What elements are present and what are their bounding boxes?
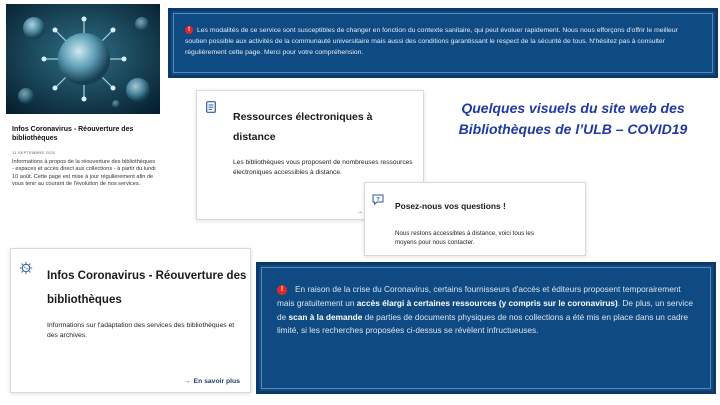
resources-title[interactable]: Ressources électroniques à distance (233, 111, 373, 143)
accès-élargi-highlight: accès élargi à certaines ressources (y compris sur le coronavirus) (356, 297, 618, 308)
questions-title[interactable]: Posez-nous vos questions ! (395, 201, 506, 211)
news-description: Informations à propos de la réouverture des bibliothèques - espaces et accès direct aux collections - à partir du lundi 10 août. Cette page est mise à jour régulièrement afin de vous tenir au courant de l'évolution de nos services. (12, 159, 156, 188)
alert-bottom-text: ! En raison de la crise du Coronavirus, certains fournisseurs d'accès et éditeurs proposent temporairement mais gratuitement un accès élargi à certaines ressources (y compris sur le coronavirus). De plus, un service de scan à la demande de parties de documents physiques de nos collections a été mis en place dans un cadre limité, si les recherches proposées ci-dessus se révèlent infructueuses. (277, 284, 693, 336)
caption: Quelques visuels du site web des Bibliothèques de l’ULB – COVID19 (458, 100, 688, 137)
info-card[interactable] (10, 248, 251, 393)
news-date: 11 SEPTEMBRE 2020 (12, 150, 56, 155)
alert-top (168, 8, 718, 78)
resources-description: Les bibliothèques vous proposent de nombreuses ressources électroniques accessibles à distance. (233, 159, 413, 176)
svg-text:?: ? (376, 196, 380, 203)
document-icon (206, 100, 216, 112)
en-savoir-plus-link[interactable]: → En savoir plus (183, 378, 240, 385)
news-card[interactable] (6, 4, 160, 234)
virus-icon (58, 33, 110, 85)
alert-top-text: ! Les modalités de ce service sont susceptibles de changer en fonction du contexte sanitaire, qui peut évoluer rapidement. Nous nous efforçons d'offrir le meilleur soutien possible aux activités de la communauté universitaire mais aussi des conditions garantissant le respect de la sécurité de tous. N'hésitez pas à consulter régulièrement cette page. Merci pour votre compréhension. (185, 27, 678, 56)
exclamation-circle-icon: ! (277, 285, 287, 295)
scan-demande-highlight: scan à la demande (288, 311, 363, 322)
info-description: Informations sur l'adaptation des services des bibliothèques et des archives. (47, 322, 235, 339)
virus-image (6, 4, 160, 114)
questions-card[interactable] (364, 182, 586, 256)
questions-description: Nous restons accessibles à distance, voici tous les moyens pour nous contacter. (395, 230, 534, 246)
arrow-right-icon: → (183, 378, 191, 385)
virus-illustration (6, 4, 160, 114)
news-title[interactable]: Infos Coronavirus - Réouverture des bibliothèques (12, 126, 134, 142)
virus-icon (19, 261, 33, 275)
question-bubble-icon (372, 192, 384, 203)
exclamation-circle-icon: ! (185, 26, 193, 34)
resources-arrow-icon[interactable]: → (357, 209, 363, 215)
alert-bottom (256, 262, 716, 394)
info-title[interactable]: Infos Coronavirus - Réouverture des bibliothèques (47, 270, 247, 306)
